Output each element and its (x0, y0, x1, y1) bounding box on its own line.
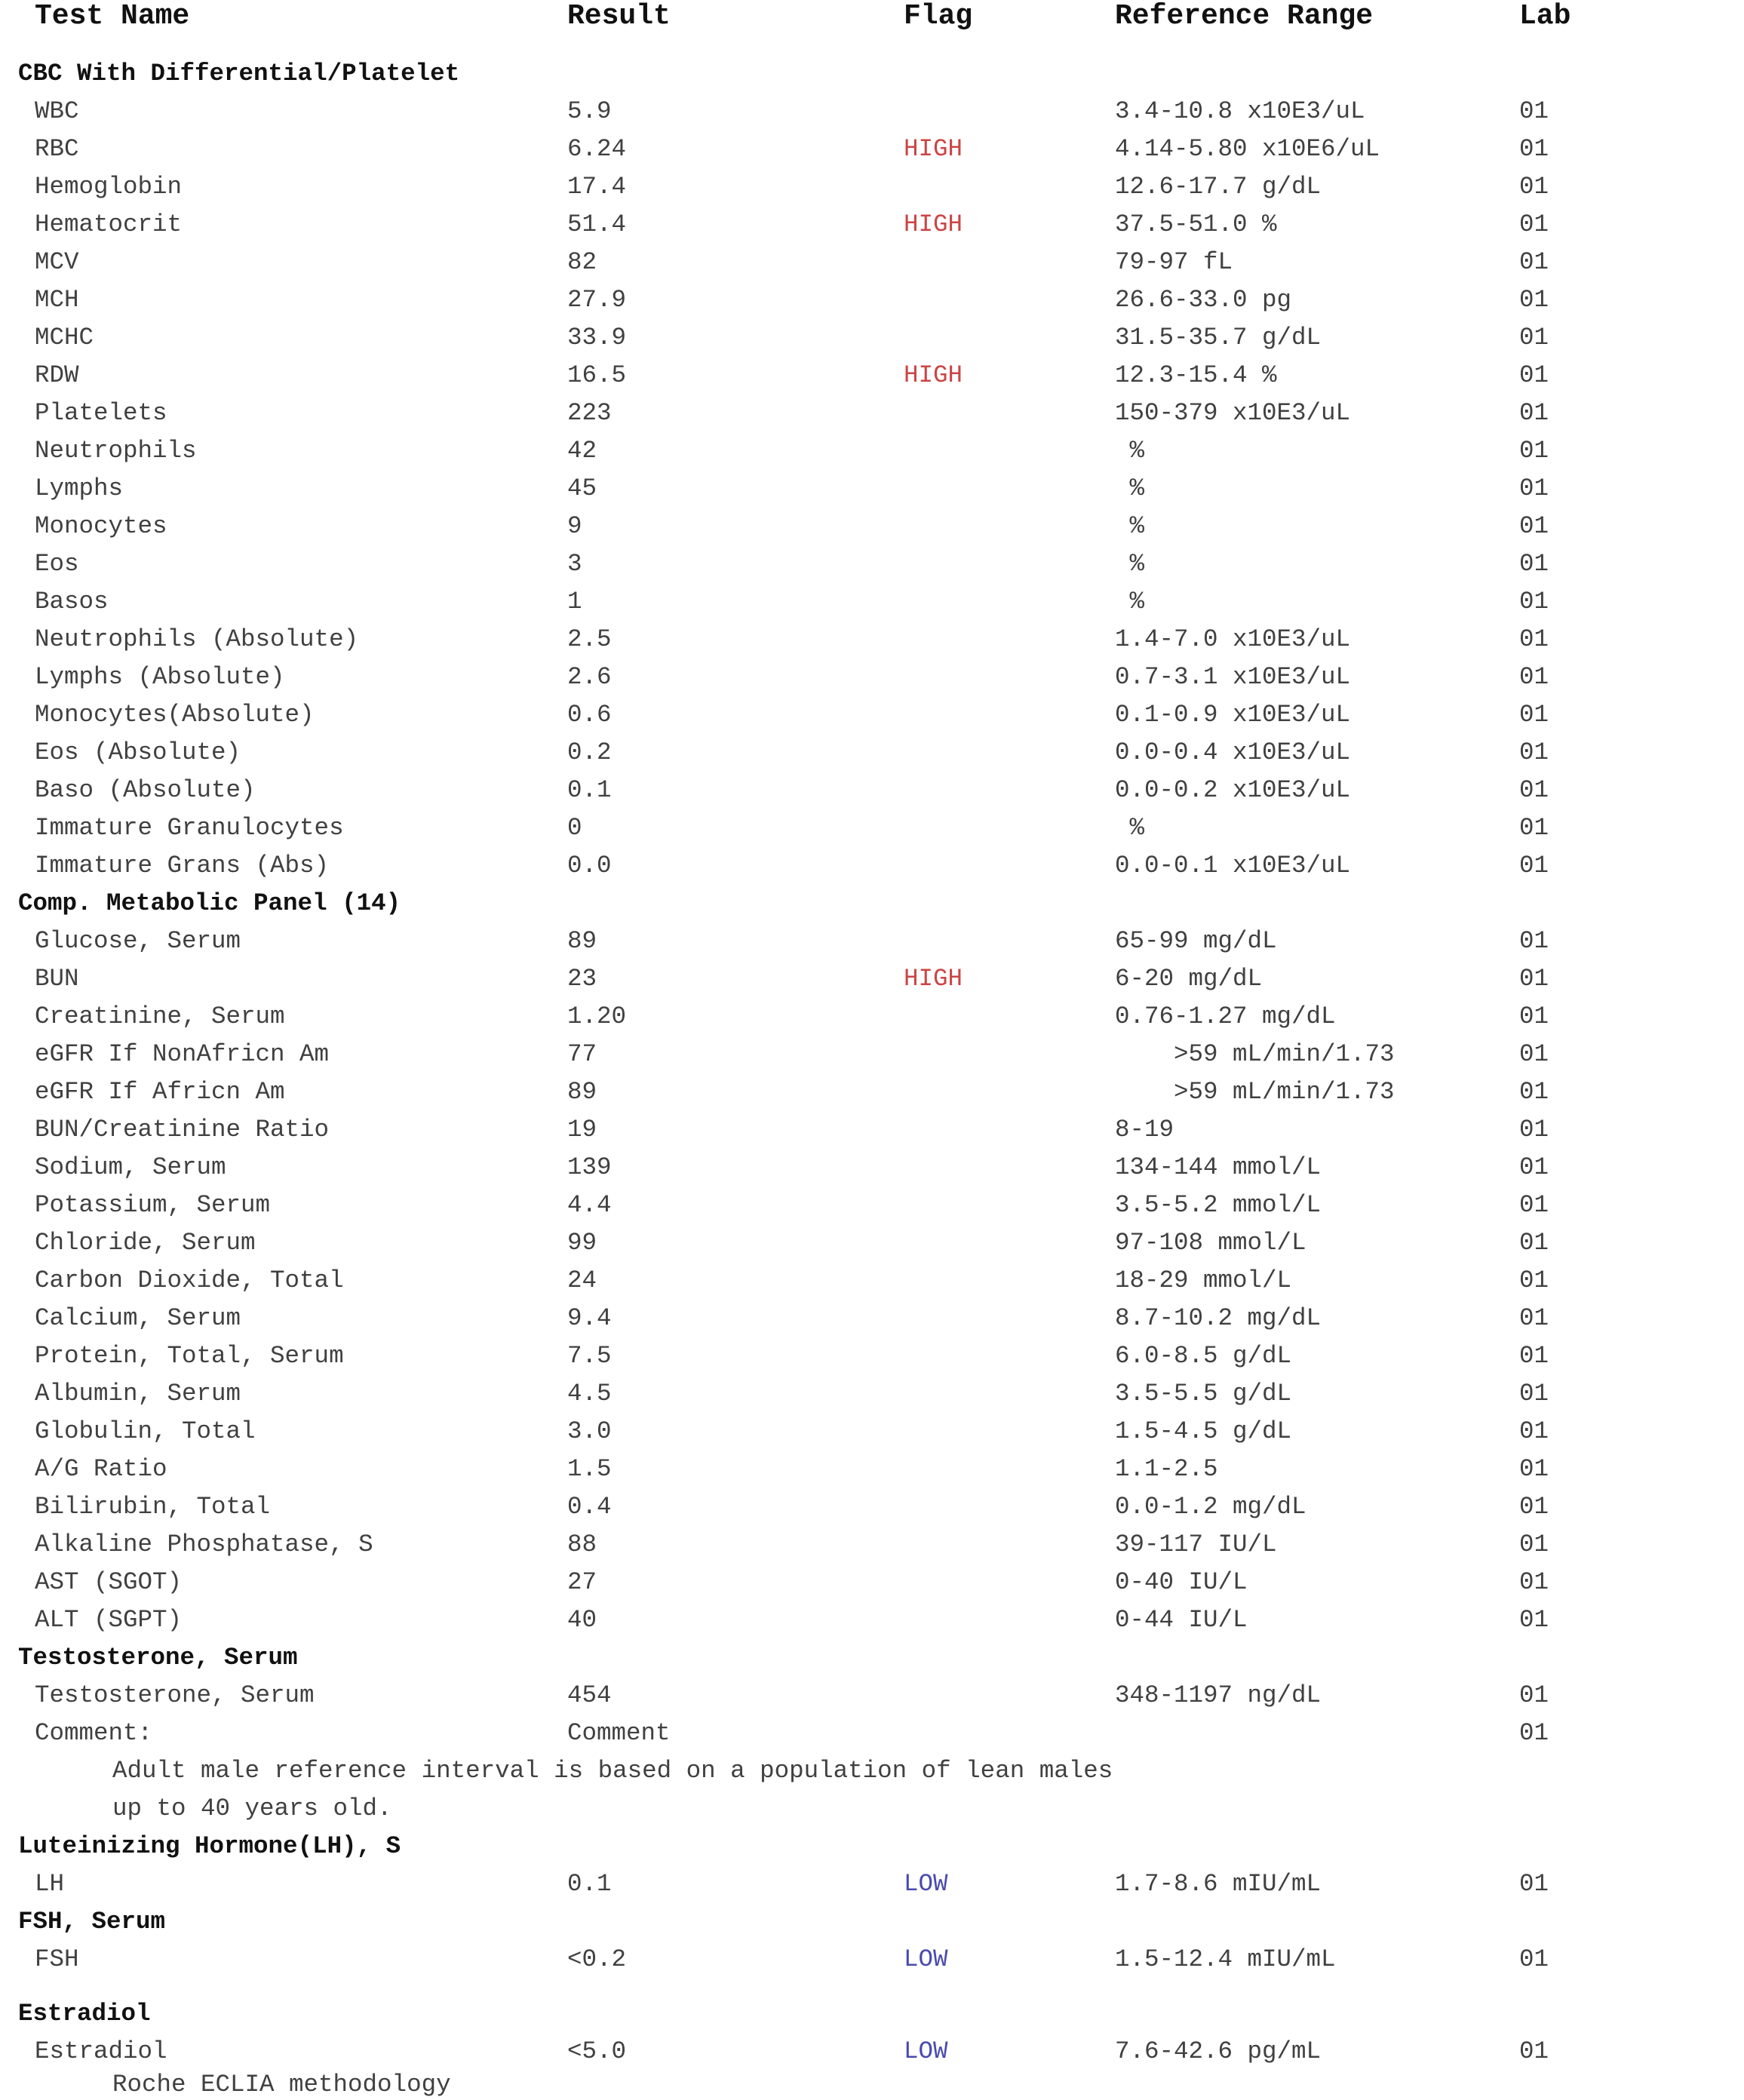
lab-code: 01 (1519, 173, 1549, 201)
comment-text: up to 40 years old. (112, 1795, 392, 1822)
test-result: 454 (567, 1681, 612, 1709)
table-row (0, 172, 1744, 202)
section-title (0, 1643, 1744, 1673)
test-name: Creatinine, Serum (35, 1002, 285, 1030)
test-result: 4.5 (567, 1380, 612, 1408)
flag-badge: HIGH (904, 965, 963, 993)
lab-code: 01 (1519, 474, 1549, 502)
test-name: RDW (35, 361, 79, 389)
section-heading: Luteinizing Hormone(LH), S (18, 1832, 401, 1860)
test-result: 9 (567, 512, 582, 540)
reference-range: 6.0-8.5 g/dL (1115, 1342, 1292, 1370)
lab-code: 01 (1519, 512, 1549, 540)
test-name: Glucose, Serum (35, 927, 241, 955)
lab-code: 01 (1519, 1002, 1549, 1030)
lab-code: 01 (1519, 1568, 1549, 1596)
test-result: 0 (567, 814, 582, 842)
comment-note (0, 2070, 1744, 2100)
test-name: Eos (Absolute) (35, 738, 241, 766)
reference-range: 134-144 mmol/L (1115, 1153, 1322, 1181)
table-row (0, 134, 1744, 164)
test-name: ALT (SGPT) (35, 1606, 183, 1634)
test-result: 40 (567, 1606, 597, 1634)
test-result: 9.4 (567, 1304, 612, 1332)
test-name: Hemoglobin (35, 173, 183, 201)
reference-range: 8-19 (1115, 1116, 1174, 1144)
test-result: 5.9 (567, 97, 612, 125)
test-name: Sodium, Serum (35, 1153, 226, 1181)
test-result: 23 (567, 965, 597, 993)
table-row (0, 662, 1744, 692)
table-row (0, 587, 1744, 617)
lab-code: 01 (1519, 663, 1549, 691)
reference-range: 0-40 IU/L (1115, 1568, 1248, 1596)
test-result: 99 (567, 1229, 597, 1257)
lab-code: 01 (1519, 1078, 1549, 1106)
lab-code: 01 (1519, 1455, 1549, 1483)
lab-code: 01 (1519, 361, 1549, 389)
column-header-flag: Flag (904, 0, 973, 32)
reference-range: 3.5-5.5 g/dL (1115, 1380, 1292, 1408)
lab-code: 01 (1519, 588, 1549, 616)
reference-range: 26.6-33.0 pg (1115, 286, 1292, 314)
test-name: AST (SGOT) (35, 1568, 183, 1596)
test-name: Lymphs (Absolute) (35, 663, 285, 691)
test-name: A/G Ratio (35, 1455, 167, 1483)
test-name: Calcium, Serum (35, 1304, 241, 1332)
table-row (0, 1153, 1744, 1183)
lab-code: 01 (1519, 625, 1549, 653)
table-row (0, 851, 1744, 881)
reference-range: 65-99 mg/dL (1115, 927, 1277, 955)
table-row (0, 1945, 1744, 1975)
table-row (0, 1454, 1744, 1484)
test-name: Platelets (35, 399, 167, 427)
reference-range: 8.7-10.2 mg/dL (1115, 1304, 1322, 1332)
lab-code: 01 (1519, 1040, 1549, 1068)
reference-range: 0-44 IU/L (1115, 1606, 1248, 1634)
lab-code: 01 (1519, 814, 1549, 842)
lab-code: 01 (1519, 1304, 1549, 1332)
table-row (0, 1115, 1744, 1145)
table-row (0, 1379, 1744, 1409)
reference-range: 0.0-0.4 x10E3/uL (1115, 738, 1351, 766)
comment-text: Roche ECLIA methodology (112, 2071, 451, 2098)
reference-range: 39-117 IU/L (1115, 1530, 1277, 1558)
reference-range: 0.0-1.2 mg/dL (1115, 1493, 1306, 1521)
lab-code: 01 (1519, 1191, 1549, 1219)
table-row (0, 1266, 1744, 1296)
table-row (0, 964, 1744, 994)
test-name: MCHC (35, 324, 94, 352)
lab-code: 01 (1519, 1870, 1549, 1898)
test-result: 1 (567, 588, 582, 616)
test-name: FSH (35, 1945, 79, 1973)
test-name: MCV (35, 248, 79, 276)
test-result: 0.1 (567, 1870, 612, 1898)
lab-code: 01 (1519, 965, 1549, 993)
test-name: Chloride, Serum (35, 1229, 256, 1257)
lab-code: 01 (1519, 248, 1549, 276)
test-name: Comment: (35, 1719, 153, 1747)
reference-range: 0.0-0.1 x10E3/uL (1115, 852, 1351, 880)
table-row (0, 398, 1744, 428)
section-heading: Testosterone, Serum (18, 1644, 298, 1672)
test-result: 82 (567, 248, 597, 276)
flag-badge: HIGH (904, 361, 963, 389)
lab-code: 01 (1519, 550, 1549, 578)
lab-code: 01 (1519, 1380, 1549, 1408)
reference-range: 3.4-10.8 x10E3/uL (1115, 97, 1365, 125)
reference-range: 0.7-3.1 x10E3/uL (1115, 663, 1351, 691)
flag-badge: LOW (904, 1870, 948, 1898)
test-result: 3 (567, 550, 582, 578)
test-result: 2.5 (567, 625, 612, 653)
section-heading: Estradiol (18, 2000, 151, 2028)
table-row (0, 2037, 1744, 2067)
test-result: 0.2 (567, 738, 612, 766)
test-name: Testosterone, Serum (35, 1681, 315, 1709)
reference-range: 1.4-7.0 x10E3/uL (1115, 625, 1351, 653)
test-result: 88 (567, 1530, 597, 1558)
comment-text: Adult male reference interval is based on a population of lean males (112, 1757, 1113, 1785)
test-result: 139 (567, 1153, 612, 1181)
test-result: 0.1 (567, 776, 612, 804)
reference-range: % (1115, 550, 1145, 578)
reference-range: 79-97 fL (1115, 248, 1233, 276)
table-row (0, 775, 1744, 806)
test-result: 17.4 (567, 173, 627, 201)
lab-code: 01 (1519, 738, 1549, 766)
table-row (0, 97, 1744, 127)
test-name: Bilirubin, Total (35, 1493, 271, 1521)
reference-range: 7.6-42.6 pg/mL (1115, 2037, 1322, 2065)
column-header-lab: Lab (1519, 0, 1571, 32)
reference-range: 150-379 x10E3/uL (1115, 399, 1351, 427)
table-row (0, 1605, 1744, 1635)
test-result: 33.9 (567, 324, 627, 352)
test-result: 42 (567, 437, 597, 465)
table-row (0, 474, 1744, 504)
section-heading: FSH, Serum (18, 1908, 166, 1936)
test-result: Comment (567, 1719, 671, 1747)
lab-code: 01 (1519, 135, 1549, 163)
comment-note (0, 1794, 1744, 1824)
reference-range: 1.7-8.6 mIU/mL (1115, 1870, 1322, 1898)
reference-range: 348-1197 ng/dL (1115, 1681, 1322, 1709)
test-name: Immature Granulocytes (35, 814, 344, 842)
test-name: Monocytes (35, 512, 167, 540)
lab-code: 01 (1519, 1530, 1549, 1558)
reference-range: 4.14-5.80 x10E6/uL (1115, 135, 1380, 163)
test-name: LH (35, 1870, 65, 1898)
lab-code: 01 (1519, 1153, 1549, 1181)
section-title (0, 1907, 1744, 1937)
test-result: 27 (567, 1568, 597, 1596)
reference-range: 1.1-2.5 (1115, 1455, 1218, 1483)
test-result: 3.0 (567, 1417, 612, 1445)
test-result: 4.4 (567, 1191, 612, 1219)
reference-range: 6-20 mg/dL (1115, 965, 1263, 993)
reference-range: 0.76-1.27 mg/dL (1115, 1002, 1336, 1030)
table-row (0, 511, 1744, 542)
reference-range: % (1115, 512, 1145, 540)
test-result: 89 (567, 927, 597, 955)
table-row (0, 813, 1744, 843)
table-row (0, 210, 1744, 240)
test-result: 24 (567, 1266, 597, 1294)
table-row (0, 1228, 1744, 1258)
table-row (0, 926, 1744, 956)
reference-range: 0.0-0.2 x10E3/uL (1115, 776, 1351, 804)
test-result: 89 (567, 1078, 597, 1106)
test-result: 0.4 (567, 1493, 612, 1521)
test-name: Lymphs (35, 474, 124, 502)
lab-code: 01 (1519, 2037, 1549, 2065)
test-name: Protein, Total, Serum (35, 1342, 344, 1370)
test-name: Hematocrit (35, 210, 183, 238)
test-result: <0.2 (567, 1945, 627, 1973)
lab-code: 01 (1519, 776, 1549, 804)
flag-badge: HIGH (904, 135, 963, 163)
test-name: Baso (Absolute) (35, 776, 256, 804)
lab-code: 01 (1519, 1417, 1549, 1445)
test-name: BUN/Creatinine Ratio (35, 1116, 330, 1144)
lab-code: 01 (1519, 1681, 1549, 1709)
test-name: MCH (35, 286, 79, 314)
table-row (0, 738, 1744, 768)
test-name: Estradiol (35, 2037, 167, 2065)
test-result: 0.6 (567, 701, 612, 729)
reference-range: 12.3-15.4 % (1115, 361, 1277, 389)
test-result: 223 (567, 399, 612, 427)
table-row (0, 1341, 1744, 1371)
reference-range: % (1115, 474, 1145, 502)
test-name: Basos (35, 588, 109, 616)
section-title (0, 59, 1744, 89)
test-result: 2.6 (567, 663, 612, 691)
lab-code: 01 (1519, 1606, 1549, 1634)
test-result: 19 (567, 1116, 597, 1144)
flag-badge: HIGH (904, 210, 963, 238)
table-header (0, 2, 1744, 32)
column-header-result: Result (567, 0, 671, 32)
lab-code: 01 (1519, 1945, 1549, 1973)
test-result: 0.0 (567, 852, 612, 880)
test-name: Monocytes(Absolute) (35, 701, 315, 729)
lab-code: 01 (1519, 1493, 1549, 1521)
reference-range: 12.6-17.7 g/dL (1115, 173, 1322, 201)
lab-code: 01 (1519, 701, 1549, 729)
reference-range: >59 mL/min/1.73 (1115, 1078, 1395, 1106)
reference-range: % (1115, 814, 1145, 842)
reference-range: 97-108 mmol/L (1115, 1229, 1306, 1257)
test-result: 51.4 (567, 210, 627, 238)
table-row (0, 1303, 1744, 1334)
test-name: Alkaline Phosphatase, S (35, 1530, 373, 1558)
lab-code: 01 (1519, 286, 1549, 314)
table-row (0, 1718, 1744, 1748)
lab-code: 01 (1519, 1719, 1549, 1747)
lab-code: 01 (1519, 437, 1549, 465)
test-name: Globulin, Total (35, 1417, 256, 1445)
test-name: Eos (35, 550, 79, 578)
reference-range: 18-29 mmol/L (1115, 1266, 1292, 1294)
column-header-reference-range: Reference Range (1115, 0, 1374, 32)
reference-range: % (1115, 437, 1145, 465)
lab-code: 01 (1519, 852, 1549, 880)
reference-range: 1.5-12.4 mIU/mL (1115, 1945, 1336, 1973)
table-row (0, 1417, 1744, 1447)
table-row (0, 436, 1744, 466)
flag-badge: LOW (904, 1945, 948, 1973)
table-row (0, 1190, 1744, 1220)
table-row (0, 625, 1744, 655)
table-row (0, 361, 1744, 391)
test-name: Albumin, Serum (35, 1380, 241, 1408)
table-row (0, 1869, 1744, 1899)
reference-range: 37.5-51.0 % (1115, 210, 1277, 238)
table-row (0, 1002, 1744, 1032)
table-row (0, 1492, 1744, 1522)
comment-note (0, 1756, 1744, 1786)
column-header-test-name: Test Name (35, 0, 190, 32)
test-name: eGFR If Africn Am (35, 1078, 285, 1106)
test-name: BUN (35, 965, 79, 993)
table-row (0, 1681, 1744, 1711)
table-row (0, 549, 1744, 579)
lab-code: 01 (1519, 927, 1549, 955)
reference-range: 31.5-35.7 g/dL (1115, 324, 1322, 352)
test-name: RBC (35, 135, 79, 163)
lab-code: 01 (1519, 210, 1549, 238)
reference-range: % (1115, 588, 1145, 616)
test-result: 45 (567, 474, 597, 502)
table-row (0, 1530, 1744, 1560)
test-name: WBC (35, 97, 79, 125)
test-result: 7.5 (567, 1342, 612, 1370)
table-row (0, 700, 1744, 730)
lab-code: 01 (1519, 324, 1549, 352)
lab-code: 01 (1519, 1116, 1549, 1144)
test-result: 6.24 (567, 135, 627, 163)
test-result: 77 (567, 1040, 597, 1068)
lab-code: 01 (1519, 1266, 1549, 1294)
table-row (0, 323, 1744, 353)
section-title (0, 889, 1744, 919)
test-name: Neutrophils (Absolute) (35, 625, 359, 653)
section-title (0, 1999, 1744, 2029)
section-heading: Comp. Metabolic Panel (14) (18, 889, 401, 917)
lab-code: 01 (1519, 97, 1549, 125)
reference-range: 3.5-5.2 mmol/L (1115, 1191, 1322, 1219)
lab-code: 01 (1519, 1229, 1549, 1257)
test-name: Immature Grans (Abs) (35, 852, 330, 880)
test-name: Potassium, Serum (35, 1191, 271, 1219)
table-row (0, 1567, 1744, 1598)
reference-range: 1.5-4.5 g/dL (1115, 1417, 1292, 1445)
test-result: 1.5 (567, 1455, 612, 1483)
section-heading: CBC With Differential/Platelet (18, 60, 460, 88)
lab-code: 01 (1519, 1342, 1549, 1370)
test-result: 27.9 (567, 286, 627, 314)
test-name: eGFR If NonAfricn Am (35, 1040, 330, 1068)
test-result: 1.20 (567, 1002, 627, 1030)
test-name: Neutrophils (35, 437, 197, 465)
test-result: 16.5 (567, 361, 627, 389)
table-row (0, 285, 1744, 315)
reference-range: >59 mL/min/1.73 (1115, 1040, 1395, 1068)
test-name: Carbon Dioxide, Total (35, 1266, 344, 1294)
test-result: <5.0 (567, 2037, 627, 2065)
lab-code: 01 (1519, 399, 1549, 427)
table-row (0, 1039, 1744, 1070)
flag-badge: LOW (904, 2037, 948, 2065)
reference-range: 0.1-0.9 x10E3/uL (1115, 701, 1351, 729)
table-row (0, 1077, 1744, 1107)
table-row (0, 247, 1744, 278)
section-title (0, 1831, 1744, 1862)
